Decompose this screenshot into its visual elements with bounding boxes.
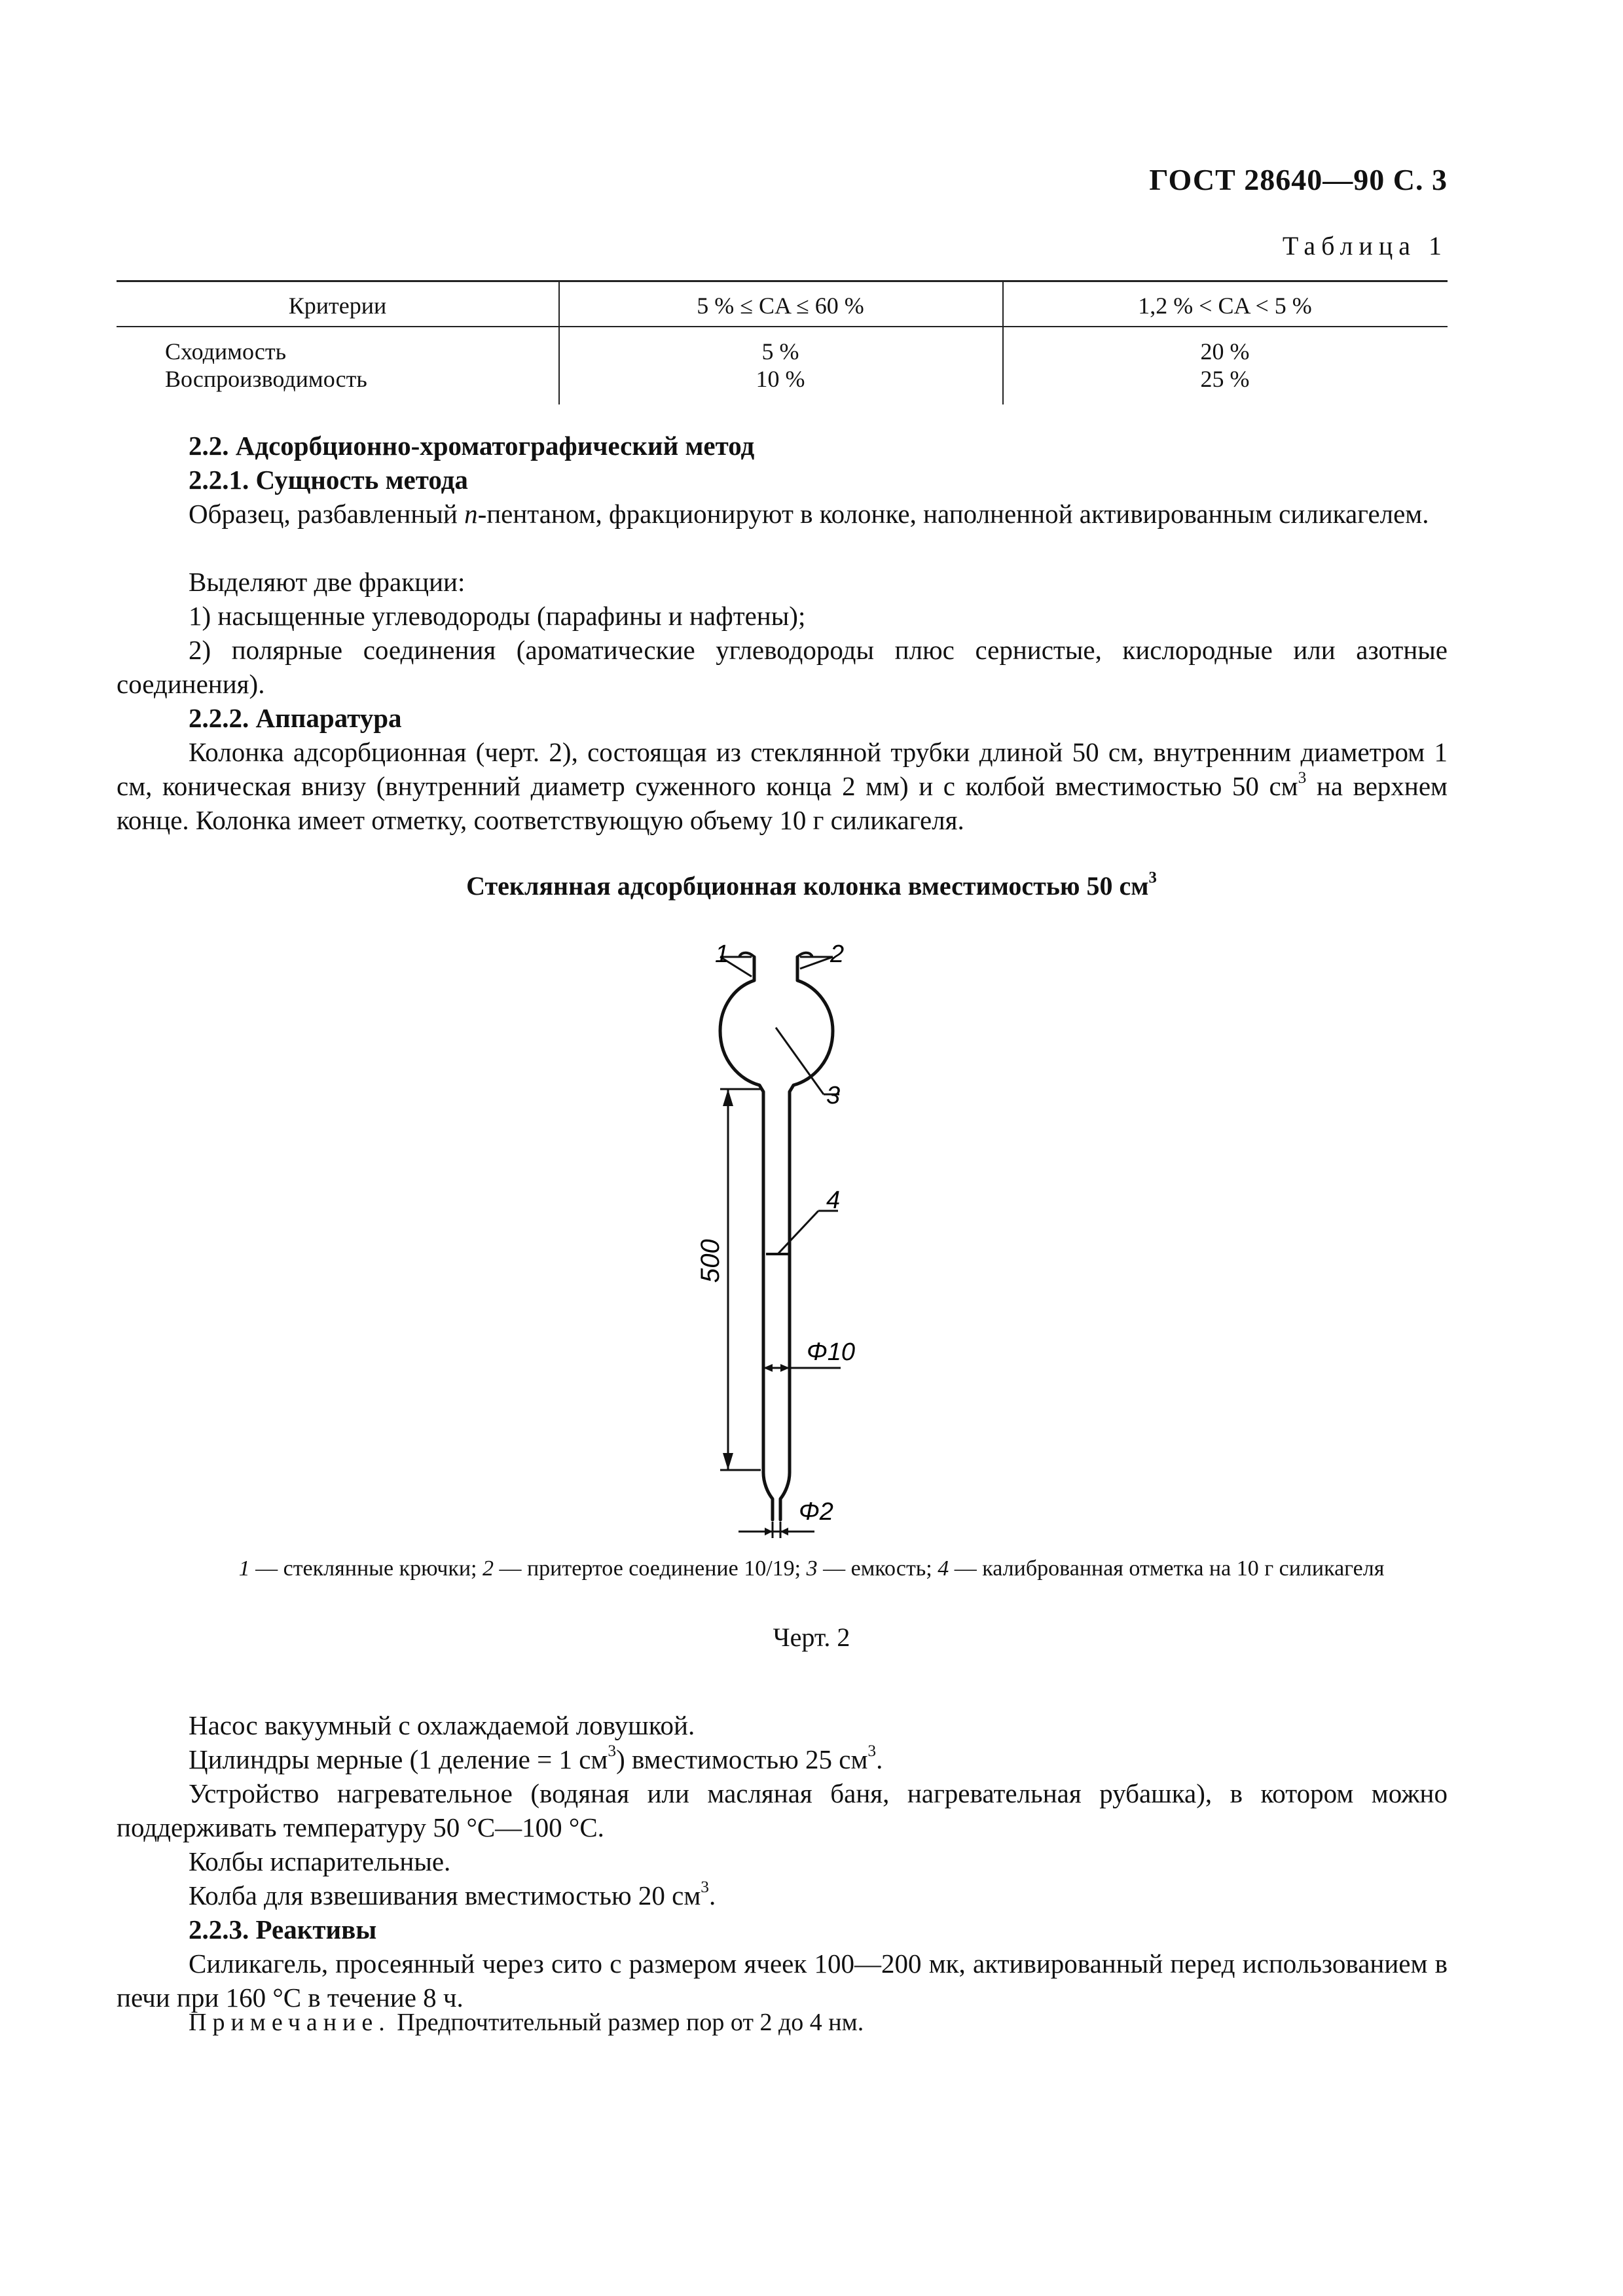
adsorption-column-drawing bbox=[0, 903, 1623, 1545]
diameter-2-label: Φ2 bbox=[799, 1498, 833, 1526]
leader-line-2 bbox=[800, 957, 833, 969]
fraction-item-1: 1) насыщенные углеводороды (парафины и нафтены); bbox=[189, 601, 806, 631]
table-header-criteria: Критерии bbox=[288, 293, 387, 319]
table-header-range-low: 1,2 % < CA < 5 % bbox=[1138, 293, 1312, 319]
fractions-intro: Выделяют две фракции: bbox=[189, 567, 465, 597]
label-2: 2 bbox=[830, 941, 845, 968]
table-cell-value: 25 % bbox=[1200, 366, 1250, 392]
section-2-2-1-heading: 2.2.1. Сущность метода bbox=[189, 465, 468, 495]
note bbox=[189, 2008, 864, 2037]
arrowhead bbox=[765, 1528, 773, 1535]
length-dimension-label: 500 bbox=[696, 1239, 725, 1283]
section-2-2-2-heading: 2.2.2. Аппаратура bbox=[189, 703, 402, 733]
figure-number: Черт. 2 bbox=[773, 1623, 850, 1652]
table-cell-value: 5 % bbox=[761, 338, 799, 365]
vacuum-pump-item: Насос вакуумный с охлаждаемой ловушкой. bbox=[189, 1710, 695, 1740]
table-top-rule bbox=[117, 280, 1448, 282]
note-text: Предпочтительный размер пор от 2 до 4 нм. bbox=[390, 2009, 864, 2036]
section-2-2-heading: 2.2. Адсорбционно-хроматографический метод bbox=[189, 431, 755, 461]
column-description-paragraph: Колонка адсорбционная (черт. 2), состоящая из стеклянной трубки длиной 50 см, внутренним диаметром 1 см, коническая внизу (внутренний диаметр суженного конца 2 мм) и с колбой вместимостью 50 $см^3$ на верхнем конце. Колонка имеет отметку, соответствующую объему 10 г силикагеля. bbox=[117, 737, 1448, 835]
document-header: ГОСТ 28640—90 С. 3 bbox=[1149, 163, 1448, 196]
heating-device-item: Устройство нагревательное (водяная или масляная баня, нагревательная рубашка), в котором можно поддерживать температуру 50 °С—100 °С. bbox=[117, 1778, 1448, 1842]
criteria-table bbox=[117, 280, 1448, 404]
table-label: Таблица 1 bbox=[1282, 231, 1448, 260]
note-label: Примечание. bbox=[189, 2009, 391, 2036]
table-cell-value: 20 % bbox=[1200, 338, 1250, 365]
table-cell-criterion: Сходимость bbox=[165, 338, 286, 365]
leader-line-4 bbox=[778, 1211, 818, 1254]
figure-legend: 1 — стеклянные крючки; 2 — притертое соединение 10/19; 3 — емкость; 4 — калиброванная отметка на 10 г силикагеля bbox=[238, 1556, 1385, 1581]
label-4: 4 bbox=[826, 1187, 841, 1214]
figure-title: Стеклянная адсорбционная колонка вместимостью 50 $см^3$ bbox=[466, 869, 1157, 901]
label-1: 1 bbox=[715, 941, 729, 968]
label-3: 3 bbox=[826, 1082, 841, 1109]
arrowhead bbox=[723, 1089, 733, 1106]
diameter-10-label: Φ10 bbox=[807, 1338, 856, 1366]
table-cell-value: 10 % bbox=[756, 366, 805, 392]
table-header-rule bbox=[117, 326, 1448, 327]
fraction-item-2: 2) полярные соединения (ароматические углеводороды плюс сернистые, кислородные или азотные соединения). bbox=[117, 635, 1448, 699]
arrowhead bbox=[780, 1528, 788, 1535]
evaporating-flasks-item: Колбы испарительные. bbox=[189, 1846, 451, 1876]
table-header-range-high: 5 % ≤ CA ≤ 60 % bbox=[697, 293, 864, 319]
table-cell-criterion: Воспроизводимость bbox=[165, 366, 367, 392]
silica-gel-paragraph: Силикагель, просеянный через сито с размером ячеек 100—200 мк, активированный перед использованием в печи при 160 °С в течение 8 ч. bbox=[117, 1948, 1448, 2013]
arrowhead bbox=[723, 1453, 733, 1470]
weighing-flask-item: Колба для взвешивания вместимостью 20 $см^3$. bbox=[189, 1877, 716, 1910]
measuring-cylinders-item: Цилиндры мерные (1 деление = 1 $см^3$) вместимостью 25 $см^3$. bbox=[189, 1741, 883, 1774]
section-2-2-3-heading: 2.2.3. Реактивы bbox=[189, 1914, 377, 1945]
method-essence-paragraph: Образец, разбавленный n-пентаном, фракционируют в колонке, наполненной активированным силикагелем. bbox=[189, 499, 1429, 529]
column-right-wall bbox=[780, 957, 833, 1520]
